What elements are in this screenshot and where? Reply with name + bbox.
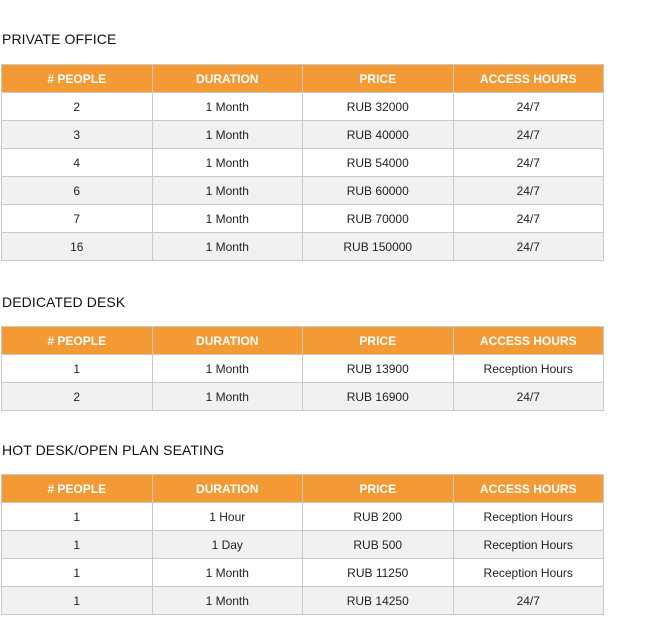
- hot-desk-table: [1, 474, 604, 615]
- cell-price: RUB 40000: [303, 121, 454, 149]
- cell-people: 2: [2, 93, 153, 121]
- cell-access-hours: 24/7: [453, 93, 604, 121]
- cell-price: RUB 16900: [303, 383, 454, 411]
- cell-price: RUB 14250: [303, 587, 454, 615]
- table-row: [2, 503, 604, 531]
- cell-price: RUB 150000: [303, 233, 454, 261]
- cell-duration: 1 Month: [152, 149, 303, 177]
- cell-duration: 1 Month: [152, 121, 303, 149]
- section-title-hot-desk: HOT DESK/OPEN PLAN SEATING: [2, 442, 225, 458]
- cell-access-hours: 24/7: [453, 205, 604, 233]
- cell-access-hours: Reception Hours: [453, 355, 604, 383]
- table-row: [2, 177, 604, 205]
- cell-price: RUB 11250: [303, 559, 454, 587]
- table-row: [2, 383, 604, 411]
- table-row: [2, 531, 604, 559]
- cell-duration: 1 Month: [152, 233, 303, 261]
- cell-access-hours: 24/7: [453, 233, 604, 261]
- cell-duration: 1 Month: [152, 355, 303, 383]
- cell-people: 1: [2, 559, 153, 587]
- cell-duration: 1 Month: [152, 177, 303, 205]
- cell-people: 1: [2, 355, 153, 383]
- cell-price: RUB 32000: [303, 93, 454, 121]
- column-header-access-hours: ACCESS HOURS: [453, 327, 604, 355]
- cell-price: RUB 500: [303, 531, 454, 559]
- cell-duration: 1 Hour: [152, 503, 303, 531]
- cell-price: RUB 60000: [303, 177, 454, 205]
- cell-access-hours: 24/7: [453, 383, 604, 411]
- cell-price: RUB 70000: [303, 205, 454, 233]
- cell-people: 7: [2, 205, 153, 233]
- cell-people: 6: [2, 177, 153, 205]
- cell-people: 4: [2, 149, 153, 177]
- column-header-price: PRICE: [303, 475, 454, 503]
- column-header-people: # PEOPLE: [2, 65, 153, 93]
- column-header-access-hours: ACCESS HOURS: [453, 65, 604, 93]
- cell-people: 2: [2, 383, 153, 411]
- cell-people: 1: [2, 531, 153, 559]
- cell-duration: 1 Month: [152, 587, 303, 615]
- column-header-duration: DURATION: [152, 65, 303, 93]
- table-row: [2, 121, 604, 149]
- cell-duration: 1 Month: [152, 559, 303, 587]
- cell-people: 1: [2, 503, 153, 531]
- cell-price: RUB 54000: [303, 149, 454, 177]
- cell-access-hours: 24/7: [453, 587, 604, 615]
- section-title-dedicated-desk: DEDICATED DESK: [2, 294, 126, 310]
- cell-people: 1: [2, 587, 153, 615]
- table-row: [2, 355, 604, 383]
- cell-access-hours: Reception Hours: [453, 559, 604, 587]
- section-title-private-office: PRIVATE OFFICE: [2, 31, 117, 47]
- table-row: [2, 233, 604, 261]
- private-office-table: [1, 64, 604, 261]
- cell-access-hours: Reception Hours: [453, 503, 604, 531]
- table-row: [2, 559, 604, 587]
- column-header-people: # PEOPLE: [2, 327, 153, 355]
- cell-access-hours: 24/7: [453, 149, 604, 177]
- table-row: [2, 587, 604, 615]
- cell-people: 3: [2, 121, 153, 149]
- cell-duration: 1 Month: [152, 93, 303, 121]
- column-header-price: PRICE: [303, 327, 454, 355]
- cell-price: RUB 200: [303, 503, 454, 531]
- dedicated-desk-table: [1, 326, 604, 411]
- cell-duration: 1 Month: [152, 383, 303, 411]
- column-header-access-hours: ACCESS HOURS: [453, 475, 604, 503]
- table-header-row: [2, 65, 604, 93]
- cell-access-hours: 24/7: [453, 121, 604, 149]
- cell-access-hours: 24/7: [453, 177, 604, 205]
- column-header-duration: DURATION: [152, 327, 303, 355]
- cell-price: RUB 13900: [303, 355, 454, 383]
- table-row: [2, 93, 604, 121]
- cell-duration: 1 Day: [152, 531, 303, 559]
- column-header-price: PRICE: [303, 65, 454, 93]
- column-header-duration: DURATION: [152, 475, 303, 503]
- table-header-row: [2, 327, 604, 355]
- cell-duration: 1 Month: [152, 205, 303, 233]
- table-header-row: [2, 475, 604, 503]
- table-row: [2, 149, 604, 177]
- table-row: [2, 205, 604, 233]
- column-header-people: # PEOPLE: [2, 475, 153, 503]
- cell-people: 16: [2, 233, 153, 261]
- cell-access-hours: Reception Hours: [453, 531, 604, 559]
